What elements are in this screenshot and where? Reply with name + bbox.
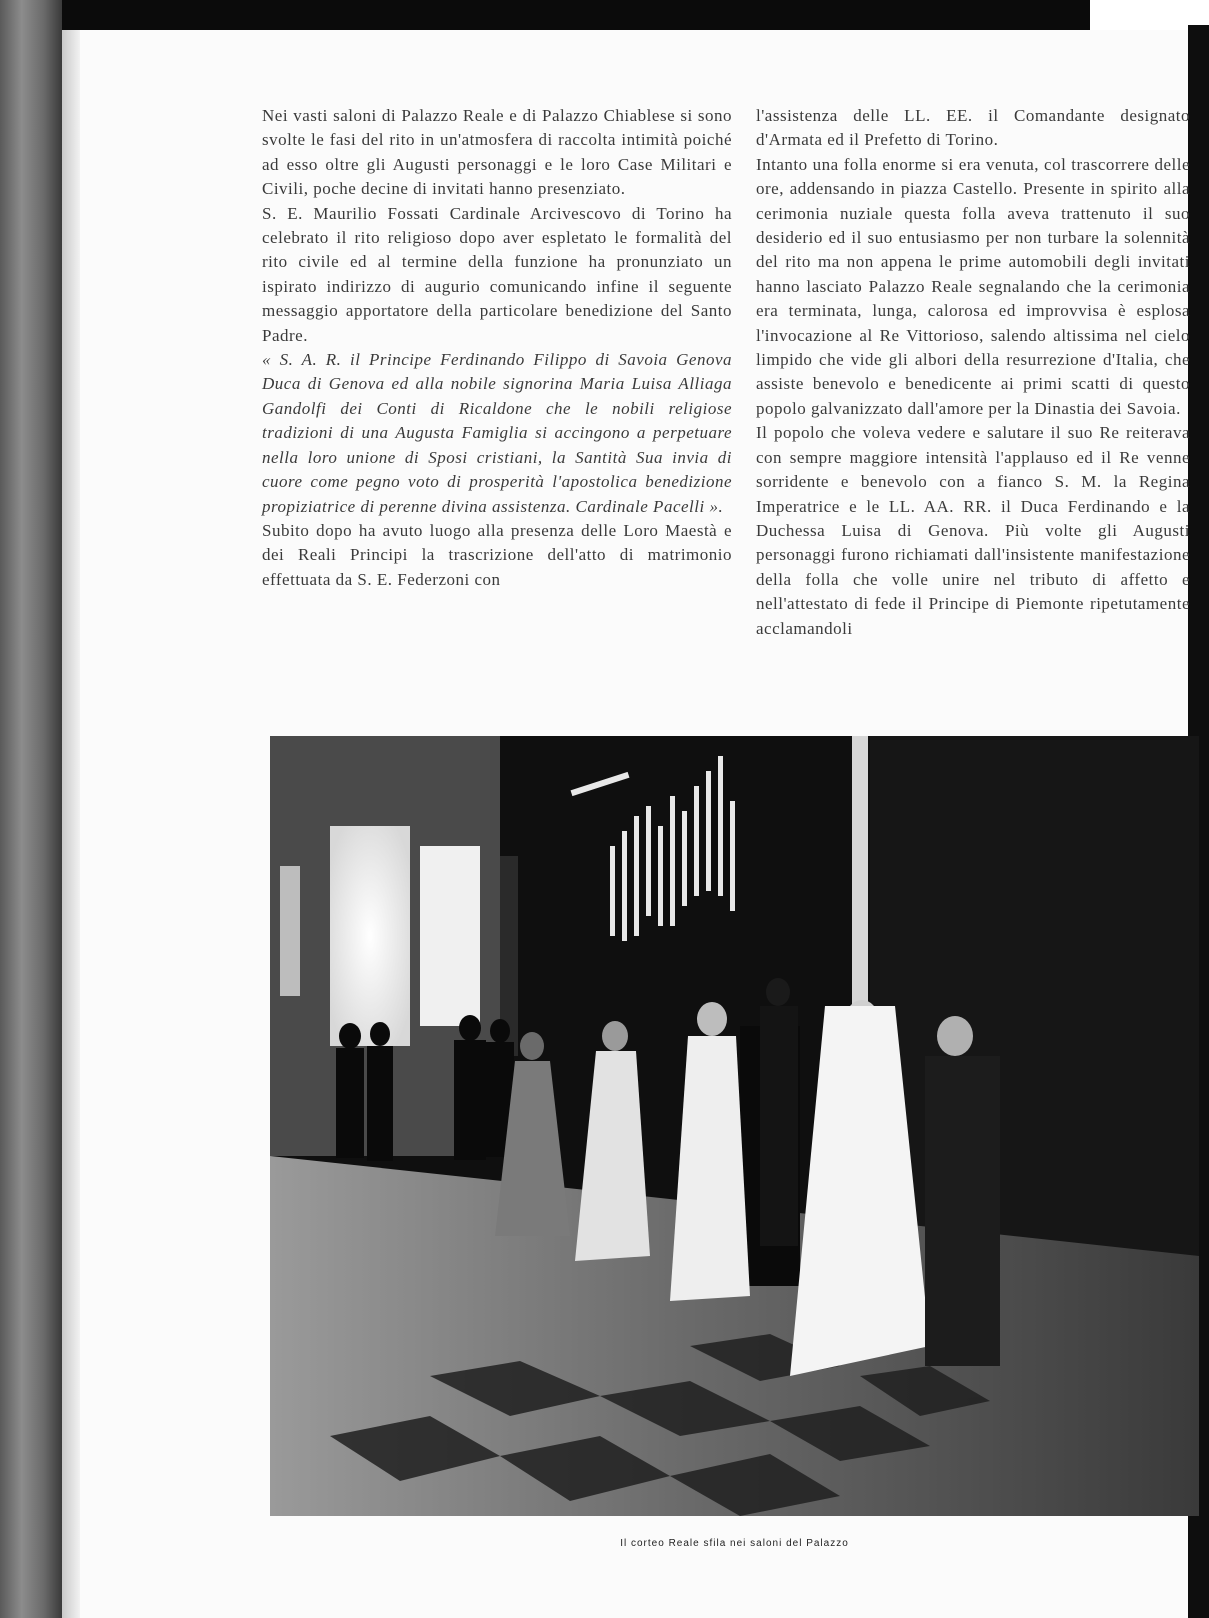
scan-left-edge xyxy=(0,0,62,1618)
procession-illustration xyxy=(270,736,1199,1516)
paragraph: S. E. Maurilio Fossati Cardinale Arcivescovo di Torino ha celebrato il rito religioso dopo aver espletato le formalità del rito civile ed al termine della funzione ha pronunziato un ispirato indirizzo di augurio comunicando infine il seguente messaggio apportatore della particolare benedizione del Santo Padre. xyxy=(262,203,732,345)
paragraph: Subito dopo ha avuto luogo alla presenza delle Loro Maestà e dei Reali Principi la trascrizione dell'atto di matrimonio effettuata da S. E. Federzoni con xyxy=(262,520,732,589)
paragraph: l'assistenza delle LL. EE. il Comandante designato d'Armata ed il Prefetto di Torino. xyxy=(756,106,1190,150)
papal-message-quote: « S. A. R. il Principe Ferdinando Filippo di Savoia Genova Duca di Genova ed alla nobile signorina Maria Luisa Alliaga Gandolfi dei Conti di Ricaldone che le nobili religiose tradizioni di una Augusta Famiglia si accingono a perpetuare nella loro unione di Sposi cristiani, la Santità Sua invia di cuore come pegno voto di prosperità l'apostolica benedizione propiziatrice di perenne divina assistenza. Cardinale Pacelli ». xyxy=(262,350,732,516)
article-right-column xyxy=(756,104,1190,641)
paragraph: Nei vasti saloni di Palazzo Reale e di Palazzo Chiablese si sono svolte le fasi del rito in un'atmosfera di raccolta intimità poiché ad esso oltre gli Augusti personaggi e le loro Case Militari e Civili, poche decine di invitati hanno presenziato. xyxy=(262,106,732,199)
paragraph: Il popolo che voleva vedere e salutare il suo Re reiterava con sempre maggiore intensità l'applauso ed il Re venne sorridente e benevolo con a fianco S. M. la Regina Imperatrice e le LL. AA. RR. il Duca Ferdinando e la Duchessa Luisa di Genova. Più volte gli Augusti personaggi furono richiamati dall'insistente manifestazione della folla che volle unire nel tributo di affetto e nell'attestato di fede il Principe di Piemonte ripetutamente acclamandoli xyxy=(756,423,1190,638)
paragraph: Intanto una folla enorme si era venuta, col trascorrere delle ore, addensando in piazza Castello. Presente in spirito alla cerimonia nuziale questa folla aveva trattenuto il suo desiderio ed il suo entusiasmo per non turbare la solennità del rito ma non appena le prime automobili degli invitati hanno lasciato Palazzo Reale segnalando che la cerimonia era terminata, lunga, calorosa ed improvvisa è esplosa l'invocazione al Re Vittorioso, salendo altissima nel cielo limpido che vide gli albori della resurrezione d'Italia, che assiste benevolo e benedicente ai primi scatti di questo popolo galvanizzato dall'amore per la Dinastia dei Savoia. xyxy=(756,154,1190,418)
photo-caption: Il corteo Reale sfila nei saloni del Palazzo xyxy=(620,1538,849,1549)
scan-top-edge xyxy=(0,0,1090,30)
article-left-column xyxy=(262,104,732,592)
royal-procession-photo xyxy=(270,736,1199,1516)
scan-page-shadow xyxy=(62,30,80,1618)
